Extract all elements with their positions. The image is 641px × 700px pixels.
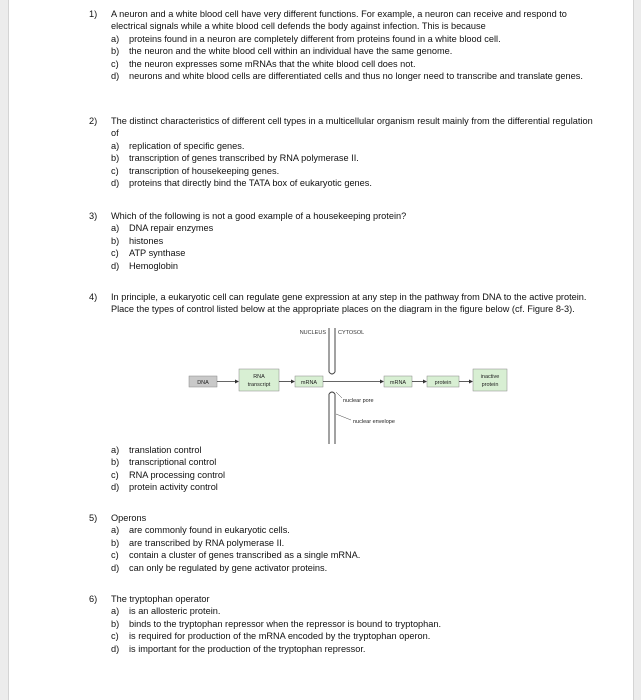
- option-text: replication of specific genes.: [129, 140, 245, 151]
- question-4-options: [89, 444, 599, 494]
- option-b: [111, 537, 599, 549]
- option-text: are commonly found in eukaryotic cells.: [129, 525, 290, 536]
- option-letter: a): [111, 223, 120, 234]
- cytosol-label: CYTOSOL: [338, 330, 365, 336]
- option-c: [111, 469, 599, 481]
- arrow-head: [469, 380, 473, 384]
- option-text: are transcribed by RNA polymerase II.: [129, 537, 285, 548]
- question-number: 4): [89, 292, 98, 302]
- option-d: [111, 562, 599, 574]
- option-text: binds to the tryptophan repressor when the repressor is bound to tryptophan.: [129, 618, 442, 629]
- arrow-head: [423, 380, 427, 384]
- option-text: DNA repair enzymes: [129, 223, 214, 234]
- option-d: [111, 643, 599, 655]
- option-a: [111, 444, 599, 456]
- option-c: [111, 58, 599, 70]
- question-text: In principle, a eukaryotic cell can regulate gene expression at any step in the pathway from DNA to the active protein. Place the types of control listed below at the appropriate places on the diagram in the figure below (cf. Figure 8-3).: [111, 292, 587, 315]
- option-a: [111, 524, 599, 536]
- question-number: 5): [89, 513, 98, 523]
- option-letter: c): [111, 248, 119, 259]
- option-d: [111, 260, 599, 272]
- nuclear-pore-label: nuclear pore: [343, 398, 374, 404]
- question-text: A neuron and a white blood cell have very different functions. For example, a neuron can receive and respond to electrical signals while a white blood cell defends the body against infection. This is because: [111, 9, 567, 32]
- option-text: histones: [129, 235, 164, 246]
- option-a: [111, 33, 599, 45]
- option-letter: a): [111, 445, 120, 455]
- nuclear-envelope-label: nuclear envelope: [353, 419, 395, 425]
- arrow-head: [291, 380, 295, 384]
- option-text: protein activity control: [129, 482, 218, 493]
- question-number: 6): [89, 594, 98, 604]
- option-letter: a): [111, 33, 120, 44]
- option-letter: c): [111, 165, 119, 176]
- option-letter: d): [111, 178, 120, 189]
- option-text: can only be regulated by gene activator proteins.: [129, 562, 328, 573]
- option-d: [111, 481, 599, 493]
- option-a: [111, 605, 599, 617]
- question-3: [89, 210, 599, 272]
- option-c: [111, 630, 599, 642]
- inactive-protein-label: inactive: [480, 374, 500, 380]
- option-text: is an allosteric protein.: [129, 606, 221, 617]
- option-a: [111, 222, 599, 234]
- option-letter: b): [111, 537, 120, 548]
- document-page: [8, 0, 634, 700]
- option-letter: b): [111, 153, 120, 164]
- option-text: ATP synthase: [129, 248, 186, 259]
- option-letter: c): [111, 58, 119, 69]
- gene-expression-diagram: [187, 326, 512, 446]
- arrow-head: [380, 380, 384, 384]
- question-number: 3): [89, 211, 98, 221]
- option-letter: c): [111, 550, 119, 561]
- rna-transcript-label: transcript: [247, 382, 271, 388]
- option-letter: b): [111, 618, 120, 629]
- option-letter: b): [111, 235, 120, 246]
- option-letter: a): [111, 140, 120, 151]
- arrow-head: [235, 380, 239, 384]
- option-text: is required for production of the mRNA encoded by the tryptophan operon.: [129, 631, 431, 642]
- option-letter: b): [111, 46, 120, 57]
- question-text: The tryptophan operator: [111, 594, 210, 604]
- option-c: [111, 247, 599, 259]
- option-letter: c): [111, 469, 119, 480]
- dna-label: DNA: [197, 380, 209, 386]
- option-letter: d): [111, 260, 120, 271]
- option-text: RNA processing control: [129, 469, 226, 480]
- question-5: [89, 512, 599, 574]
- option-letter: d): [111, 71, 120, 82]
- question-2: [89, 115, 599, 189]
- question-4: [89, 291, 599, 316]
- option-text: transcription of housekeeping genes.: [129, 165, 280, 176]
- option-letter: a): [111, 525, 120, 536]
- nuclear-pore: [329, 372, 335, 374]
- option-b: [111, 618, 599, 630]
- inactive-protein-label: protein: [481, 382, 499, 388]
- option-b: [111, 152, 599, 164]
- option-text: transcriptional control: [129, 457, 217, 468]
- nucleus-label: NUCLEUS: [299, 330, 326, 336]
- rna-transcript-label: RNA: [253, 374, 265, 380]
- option-c: [111, 165, 599, 177]
- option-letter: b): [111, 457, 120, 468]
- question-1: [89, 8, 599, 82]
- question-text: Operons: [111, 513, 147, 523]
- option-d: [111, 70, 599, 82]
- option-text: contain a cluster of genes transcribed as a single mRNA.: [129, 550, 361, 561]
- question-text: Which of the following is not a good example of a housekeeping protein?: [111, 211, 407, 221]
- option-letter: c): [111, 631, 119, 642]
- option-text: transcription of genes transcribed by RNA polymerase II.: [129, 153, 359, 164]
- option-b: [111, 456, 599, 468]
- option-c: [111, 549, 599, 561]
- option-a: [111, 140, 599, 152]
- nuclear-envelope-pointer: [336, 414, 351, 420]
- option-text: the neuron and the white blood cell within an individual have the same genome.: [129, 46, 453, 57]
- cytosol-mrna-label: mRNA: [389, 380, 407, 386]
- option-d: [111, 177, 599, 189]
- question-number: 1): [89, 9, 98, 19]
- option-b: [111, 235, 599, 247]
- option-text: Hemoglobin: [129, 260, 179, 271]
- nuclear-pore-pointer: [336, 392, 342, 398]
- option-text: translation control: [129, 445, 202, 455]
- nuclear-mrna-label: mRNA: [300, 380, 318, 386]
- option-text: proteins that directly bind the TATA box of eukaryotic genes.: [129, 178, 372, 189]
- question-6: [89, 593, 599, 655]
- option-text: the neuron expresses some mRNAs that the white blood cell does not.: [129, 58, 416, 69]
- option-b: [111, 45, 599, 57]
- protein-label: protein: [434, 380, 452, 386]
- question-text: The distinct characteristics of different cell types in a multicellular organism result mainly from the differential regulation of: [111, 116, 593, 139]
- question-number: 2): [89, 116, 98, 126]
- nuclear-pore: [329, 392, 335, 394]
- option-letter: d): [111, 643, 120, 654]
- option-letter: a): [111, 606, 120, 617]
- option-text: neurons and white blood cells are differentiated cells and thus no longer need to transcribe and translate genes.: [129, 71, 583, 82]
- option-text: is important for the production of the tryptophan repressor.: [129, 643, 366, 654]
- option-letter: d): [111, 562, 120, 573]
- option-letter: d): [111, 482, 120, 493]
- option-text: proteins found in a neuron are completely different from proteins found in a white blood cell.: [129, 33, 501, 44]
